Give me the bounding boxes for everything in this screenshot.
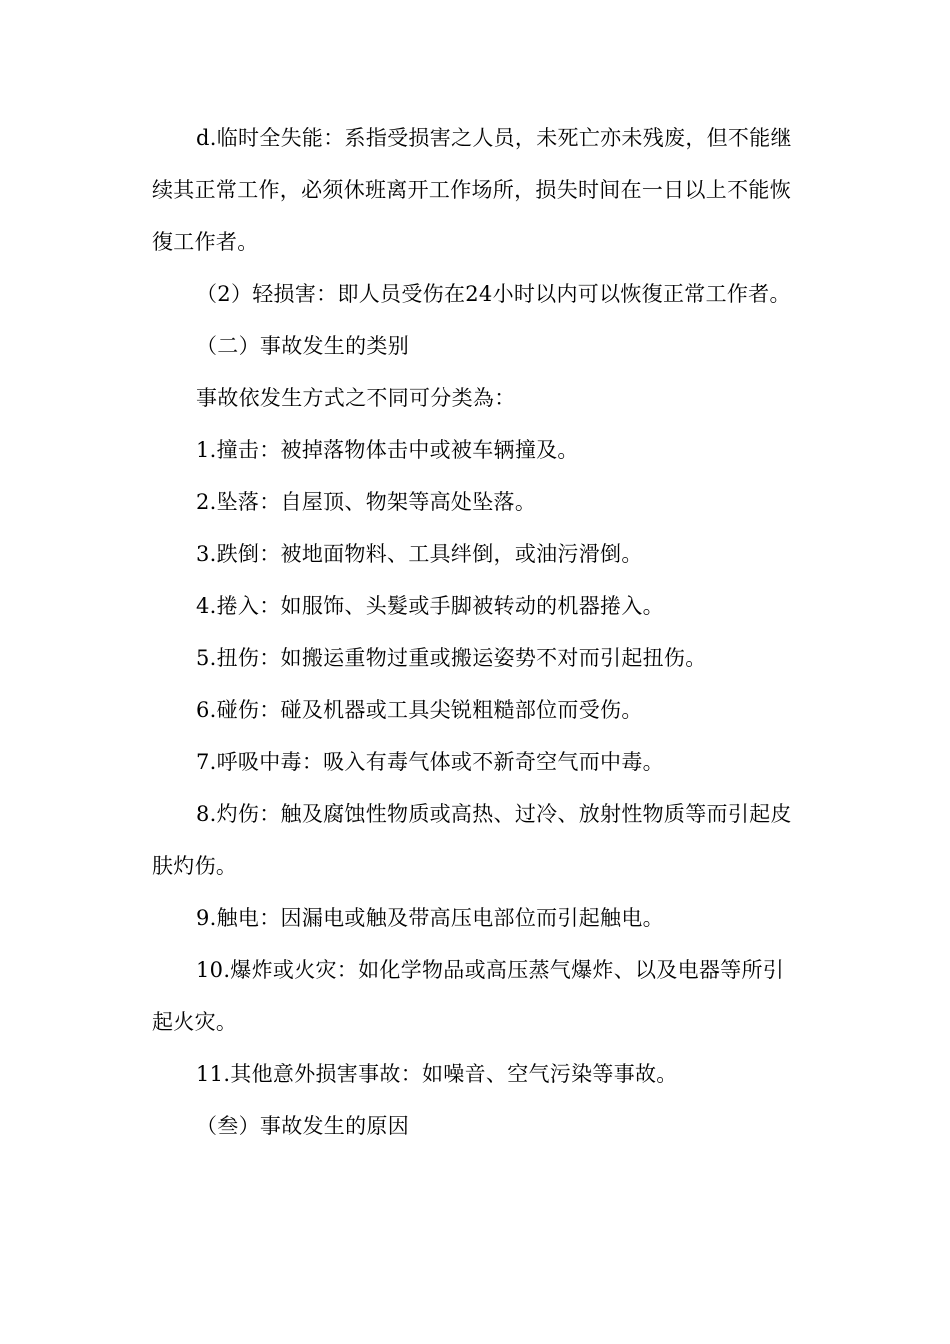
document-body bbox=[152, 112, 800, 1152]
list-item-trip: 3.跌倒：被地面物料、工具绊倒，或油污滑倒。 bbox=[196, 542, 643, 566]
list-item-explosion-fire: 10.爆炸或火灾：如化学物品或高压蒸气爆炸、以及电器等所引起火灾。 bbox=[152, 958, 785, 1034]
list-item-fall-from-height: 2.坠落：自屋顶、物架等高处坠落。 bbox=[196, 490, 537, 514]
paragraph-classification-intro: 事故依发生方式之不同可分类為： bbox=[196, 386, 516, 410]
list-item-other-accidents: 11.其他意外损害事故：如噪音、空气污染等事故。 bbox=[196, 1062, 678, 1086]
list-item-entanglement: 4.捲入：如服饰、头髮或手脚被转动的机器捲入。 bbox=[196, 594, 664, 618]
paragraph-minor-injury: （2）轻损害：即人员受伤在24小时以内可以恢復正常工作者。 bbox=[196, 282, 791, 306]
section-heading-accident-types: （二）事故发生的类别 bbox=[196, 334, 409, 358]
paragraph-temporary-total-disability: d.临时全失能：系指受损害之人员，未死亡亦未残废，但不能继续其正常工作，必须休班离开工作场所，损失时间在一日以上不能恢復工作者。 bbox=[152, 126, 792, 254]
list-item-burn: 8.灼伤：触及腐蚀性物质或高热、过冷、放射性物质等而引起皮肤灼伤。 bbox=[152, 802, 792, 878]
list-item-impact: 1.撞击：被掉落物体击中或被车辆撞及。 bbox=[196, 438, 579, 462]
list-item-bruise: 6.碰伤：碰及机器或工具尖锐粗糙部位而受伤。 bbox=[196, 698, 643, 722]
list-item-electric-shock: 9.触电：因漏电或触及带高压电部位而引起触电。 bbox=[196, 906, 664, 930]
section-heading-accident-causes: （叁）事故发生的原因 bbox=[196, 1114, 409, 1138]
list-item-sprain: 5.扭伤：如搬运重物过重或搬运姿势不对而引起扭伤。 bbox=[196, 646, 707, 670]
list-item-poisoning: 7.呼吸中毒：吸入有毒气体或不新奇空气而中毒。 bbox=[196, 750, 664, 774]
